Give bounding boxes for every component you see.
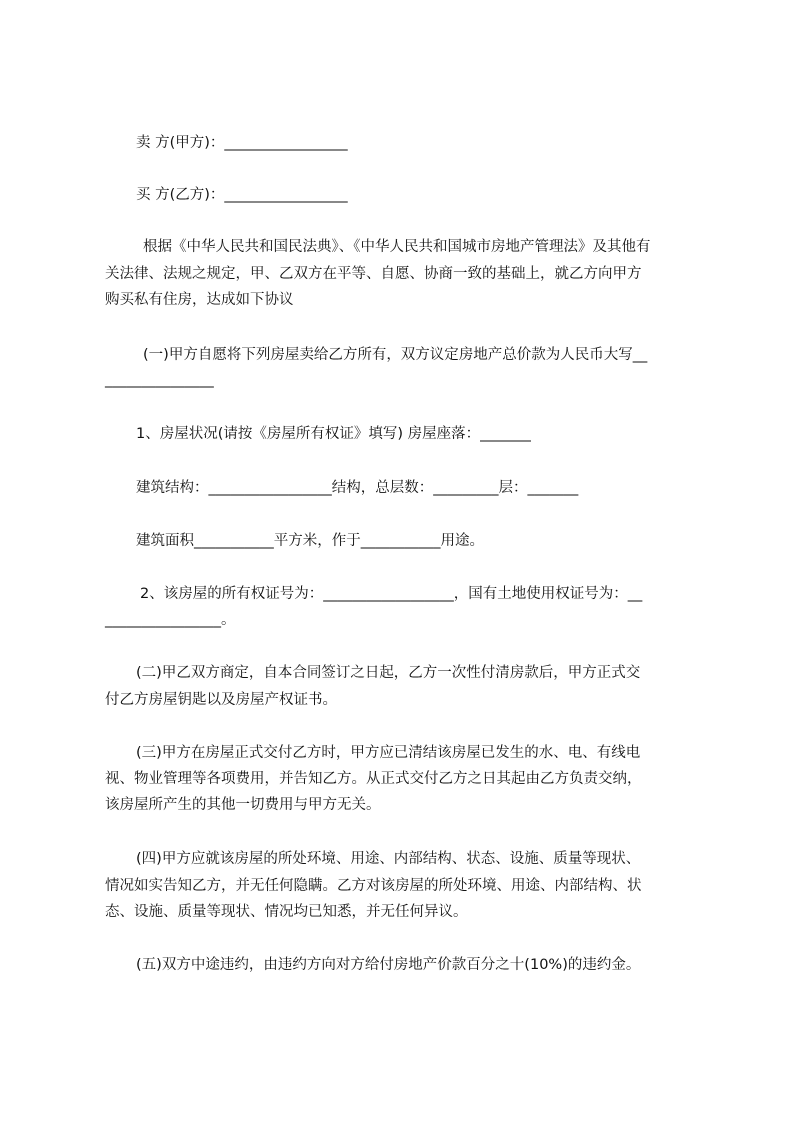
clause-1-line-1: (一)甲方自愿将下列房屋卖给乙方所有，双方议定房地产总价款为人民币大写__	[143, 347, 648, 363]
area-line: 建筑面积___________平方米，作于___________用途。	[136, 533, 484, 549]
clause-1-line-2: _______________	[105, 372, 214, 388]
item-2-line-1: 2、该房屋的所有权证号为：__________________，国有土地使用权证号为：__	[140, 586, 643, 602]
preamble-line-1: 根据《中华人民共和国民法典》、《中华人民共和国城市房地产管理法》及其他有	[143, 239, 651, 255]
structure-line: 建筑结构：_________________结构，总层数：_________层：_______	[136, 480, 579, 496]
clause-3-line-3: 该房屋所产生的其他一切费用与甲方无关。	[105, 797, 381, 813]
preamble-line-3: 购买私有住房，达成如下协议	[105, 292, 294, 308]
clause-4-line-2: 情况如实告知乙方，并无任何隐瞒。乙方对该房屋的所处环境、用途、内部结构、状	[105, 878, 642, 894]
clause-3-line-2: 视、物业管理等各项费用，并告知乙方。从正式交付乙方之日其起由乙方负责交纳，	[105, 771, 642, 787]
seller-line: 卖 方(甲方)：_________________	[136, 135, 348, 151]
clause-2-line-2: 付乙方房屋钥匙以及房屋产权证书。	[105, 692, 337, 708]
clause-4-line-1: (四)甲方应就该房屋的所处环境、用途、内部结构、状态、设施、质量等现状、	[136, 851, 641, 867]
clause-3-line-1: (三)甲方在房屋正式交付乙方时，甲方应已清结该房屋已发生的水、电、有线电	[136, 745, 641, 761]
clause-4-line-3: 态、设施、质量等现状、情况均已知悉，并无任何异议。	[105, 904, 468, 920]
item-1-line: 1、房屋状况(请按《房屋所有权证》填写) 房屋座落：_______	[136, 426, 531, 442]
clause-2-line-1: (二)甲乙双方商定，自本合同签订之日起，乙方一次性付清房款后，甲方正式交	[136, 665, 641, 681]
item-2-line-2: ________________。	[105, 612, 236, 628]
clause-5-line: (五)双方中途违约，由违约方向对方给付房地产价款百分之十(10%)的违约金。	[136, 957, 641, 973]
preamble-line-2: 关法律、法规之规定，甲、乙双方在平等、自愿、协商一致的基础上，就乙方向甲方	[105, 266, 642, 282]
buyer-line: 买 方(乙方)：_________________	[136, 187, 348, 203]
